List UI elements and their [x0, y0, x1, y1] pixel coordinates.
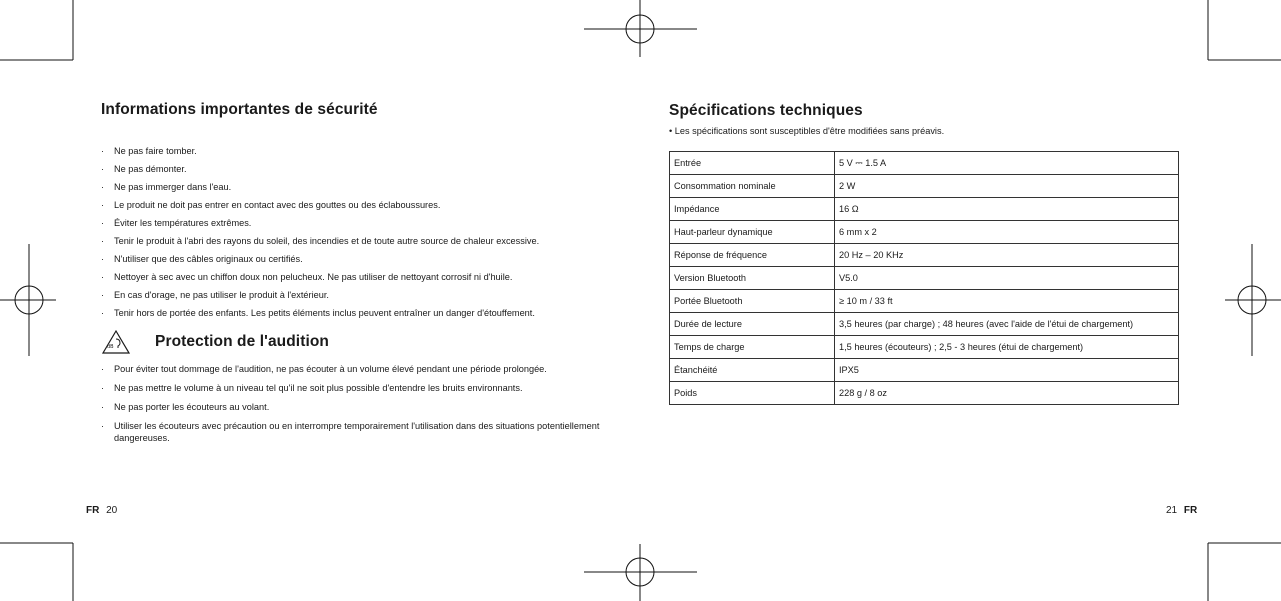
- right-folio: [1166, 505, 1197, 516]
- spec-value: IPX5: [835, 359, 1179, 382]
- spec-label: Portée Bluetooth: [670, 290, 835, 313]
- left-folio-number: 20: [106, 505, 118, 516]
- table-row: [670, 152, 1179, 175]
- table-row: [670, 290, 1179, 313]
- spec-label: Étanchéité: [670, 359, 835, 382]
- safety-title: Informations importantes de sécurité: [101, 101, 378, 118]
- list-item: · Ne pas faire tomber.: [101, 145, 601, 157]
- hearing-header: [101, 329, 601, 355]
- list-item: · Ne pas porter les écouteurs au volant.: [101, 401, 601, 413]
- left-folio: [86, 505, 117, 516]
- spec-title: Spécifications techniques: [669, 102, 863, 119]
- list-item: · Utiliser les écouteurs avec précaution ou en interrompre temporairement l'utilisation dans des situations potentiellement dangereuses.: [101, 420, 601, 444]
- left-folio-lang: FR: [86, 505, 100, 516]
- spec-label: Version Bluetooth: [670, 267, 835, 290]
- spec-label: Consommation nominale: [670, 175, 835, 198]
- safety-list: [101, 145, 601, 319]
- list-item: · Pour éviter tout dommage de l'audition, ne pas écouter à un volume élevé pendant une période prolongée.: [101, 363, 601, 375]
- spec-value: 2 W: [835, 175, 1179, 198]
- list-item: · Tenir le produit à l'abri des rayons du soleil, des incendies et de toute autre source de chaleur excessive.: [101, 235, 601, 247]
- spec-table: [669, 151, 1179, 405]
- hearing-warning-triangle-icon: [101, 329, 131, 355]
- spec-value: 20 Hz – 20 KHz: [835, 244, 1179, 267]
- spec-value: V5.0: [835, 267, 1179, 290]
- spec-value: ≥ 10 m / 33 ft: [835, 290, 1179, 313]
- table-row: [670, 198, 1179, 221]
- spec-label: Réponse de fréquence: [670, 244, 835, 267]
- spec-value: 3,5 heures (par charge) ; 48 heures (avec l'aide de l'étui de chargement): [835, 313, 1179, 336]
- spec-value: 5 V ⎓ 1.5 A: [835, 152, 1179, 175]
- hearing-title: Protection de l'audition: [155, 333, 330, 350]
- spec-note: • Les spécifications sont susceptibles d'être modifiées sans préavis.: [669, 126, 945, 136]
- table-row: [670, 382, 1179, 405]
- spec-label: Impédance: [670, 198, 835, 221]
- right-folio-lang: FR: [1183, 505, 1198, 516]
- table-row: [670, 175, 1179, 198]
- spec-label: Entrée: [670, 152, 835, 175]
- hearing-icon-label: dB: [107, 344, 114, 350]
- left-page: [101, 101, 601, 451]
- table-row: [670, 244, 1179, 267]
- list-item: · Tenir hors de portée des enfants. Les petits éléments inclus peuvent entraîner un danger d'étouffement.: [101, 307, 601, 319]
- list-item: · Ne pas démonter.: [101, 163, 601, 175]
- spec-label: Poids: [670, 382, 835, 405]
- list-item: · Ne pas immerger dans l'eau.: [101, 181, 601, 193]
- table-row: [670, 313, 1179, 336]
- spec-value: 16 Ω: [835, 198, 1179, 221]
- list-item: · Ne pas mettre le volume à un niveau tel qu'il ne soit plus possible d'entendre les bruits environnants.: [101, 382, 601, 394]
- table-row: [670, 267, 1179, 290]
- table-row: [670, 336, 1179, 359]
- list-item: · En cas d'orage, ne pas utiliser le produit à l'extérieur.: [101, 289, 601, 301]
- table-row: [670, 359, 1179, 382]
- spec-label: Haut-parleur dynamique: [670, 221, 835, 244]
- list-item: · N'utiliser que des câbles originaux ou certifiés.: [101, 253, 601, 265]
- hearing-list: [101, 363, 601, 444]
- spec-label: Durée de lecture: [670, 313, 835, 336]
- right-folio-number: 21: [1166, 505, 1178, 516]
- spec-value: 228 g / 8 oz: [835, 382, 1179, 405]
- list-item: · Éviter les températures extrêmes.: [101, 217, 601, 229]
- list-item: · Nettoyer à sec avec un chiffon doux non pelucheux. Ne pas utiliser de nettoyant corrosif ni d'huile.: [101, 271, 601, 283]
- right-page: [669, 102, 1189, 405]
- table-row: [670, 221, 1179, 244]
- spec-value: 1,5 heures (écouteurs) ; 2,5 - 3 heures (étui de chargement): [835, 336, 1179, 359]
- list-item: · Le produit ne doit pas entrer en contact avec des gouttes ou des éclaboussures.: [101, 199, 601, 211]
- spec-label: Temps de charge: [670, 336, 835, 359]
- spec-value: 6 mm x 2: [835, 221, 1179, 244]
